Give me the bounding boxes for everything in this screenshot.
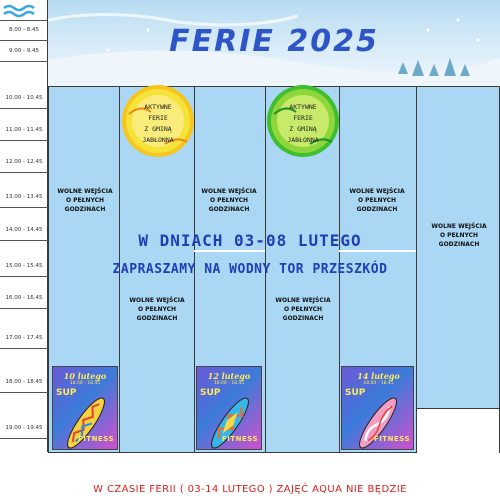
empty-cell [417,408,499,453]
time-slot: 11.00 - 11.45 [0,120,48,141]
time-slot: 19.00 - 19.45 [0,418,48,439]
sup-time: 18.00 - 18.45 [213,381,245,386]
free-entry-line: O PEŁNYCH [137,306,177,313]
free-entry-block [342,187,412,214]
sup-label: SUP [200,388,221,398]
free-entry-line: WOLNE WEJŚCIA [275,297,331,304]
sup-date: 12 lutego [207,371,251,381]
sup-label: SUP [56,388,77,398]
free-entry-line: GODZINACH [208,206,250,213]
sup-fitness-card [196,366,262,450]
badge-line: Z GMINĄ [289,125,317,133]
time-slot: 16.00 - 16.45 [0,288,48,309]
time-slot: 13.00 - 13.45 [0,187,48,208]
time-slot: 18.00 - 18.45 [0,372,48,393]
badge-line: JABŁONNA [287,136,319,144]
time-slot: 15.00 - 15.45 [0,256,48,277]
badge-line: AKTYWNE [289,103,317,111]
time-slot: 12.00 - 12.45 [0,152,48,173]
fitness-label: FITNESS [221,435,258,443]
free-entry-line: O PEŁNYCH [283,306,323,313]
cell-divider [339,250,416,252]
sup-date: 10 lutego [63,371,107,381]
free-entry-line: GODZINACH [64,206,106,213]
badge-line: Z GMINĄ [144,125,172,133]
badge-line: FERIE [293,114,313,122]
free-entry-block [194,187,264,214]
time-slot: 8.00 - 8.45 [0,20,48,41]
header-banner [48,0,500,86]
time-slot: 14.00 - 14.45 [0,220,48,241]
time-column [0,0,48,452]
page-title: FERIE 2025 [169,24,379,59]
sup-label: SUP [345,388,366,398]
activity-badge [121,84,195,158]
time-slot: 10.00 - 10.45 [0,88,48,109]
time-slot: 9.00 - 9.45 [0,41,48,62]
free-entry-line: O PEŁNYCH [439,232,479,239]
free-entry-line: WOLNE WEJŚCIA [349,188,405,195]
free-entry-block [268,296,338,323]
sup-fitness-card [341,366,414,450]
free-entry-line: WOLNE WEJŚCIA [431,223,487,230]
fitness-label: FITNESS [373,435,410,443]
activity-badge [266,84,340,158]
announcement-line-2: ZAPRASZAMY NA WODNY TOR PRZESZKÓD [112,262,388,277]
fitness-label: FITNESS [77,435,114,443]
sup-fitness-card [52,366,118,450]
free-entry-block [50,187,120,214]
sup-time: 18.00 - 18.45 [69,381,101,386]
time-slot: 17.00 - 17.45 [0,328,48,349]
pool-icon [0,0,47,21]
free-entry-line: O PEŁNYCH [209,197,249,204]
free-entry-line: GODZINACH [282,315,324,322]
announcement-line-1: W DNIACH 03-08 LUTEGO [138,231,362,250]
badge-line: JABŁONNA [142,136,174,144]
free-entry-line: O PEŁNYCH [65,197,105,204]
free-entry-line: WOLNE WEJŚCIA [57,188,113,195]
badge-line: AKTYWNE [144,103,172,111]
free-entry-line: WOLNE WEJŚCIA [129,297,185,304]
free-entry-line: GODZINACH [356,206,398,213]
free-entry-line: GODZINACH [136,315,178,322]
free-entry-line: WOLNE WEJŚCIA [201,188,257,195]
sup-time: 18.00 - 18.45 [363,381,394,386]
free-entry-line: GODZINACH [438,241,480,248]
badge-line: FERIE [148,114,168,122]
free-entry-line: O PEŁNYCH [357,197,397,204]
free-entry-block [122,296,192,323]
cell-divider [194,250,265,252]
sup-date: 14 lutego [357,371,400,381]
footer-notice: W CZASIE FERII ( 03-14 LUTEGO ) ZAJĘĆ AQUA NIE BĘDZIE [93,484,407,495]
